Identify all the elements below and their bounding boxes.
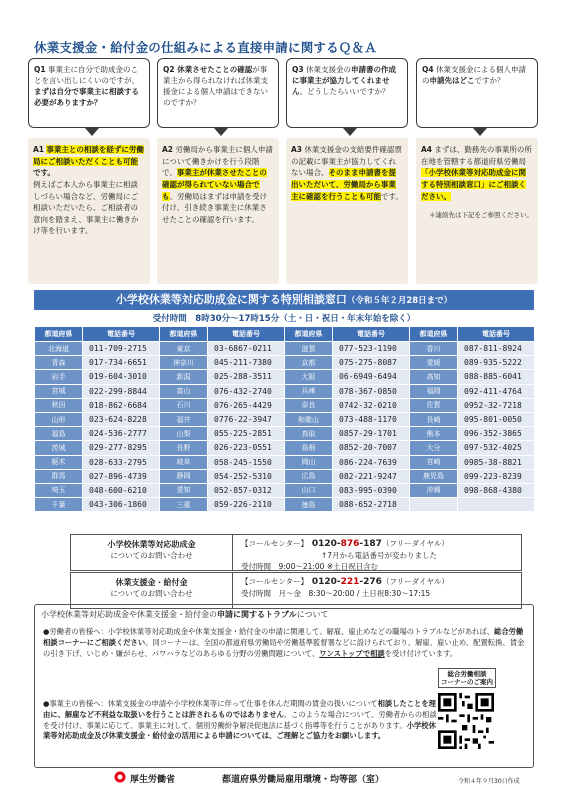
phone-suffix: -187 bbox=[359, 539, 382, 549]
prefecture-cell: 埼玉 bbox=[35, 483, 83, 497]
prefecture-cell: 島根 bbox=[285, 441, 333, 455]
prefecture-cell: 千葉 bbox=[35, 498, 83, 512]
directory-title-band bbox=[34, 290, 534, 310]
table-row bbox=[35, 398, 535, 412]
question-text: 事業主に自分で助成金のことを言い出しにくいのですが、 bbox=[34, 65, 139, 85]
contact-info bbox=[241, 576, 521, 600]
prefecture-cell: 大分 bbox=[410, 441, 458, 455]
prefecture-cell: 三重 bbox=[160, 498, 208, 512]
contact-label bbox=[71, 535, 233, 570]
prefecture-cell: 長崎 bbox=[410, 412, 458, 426]
trouble-heading-pre: 小学校休業等対応助成金や休業支援金・給付金の bbox=[41, 610, 217, 619]
free-dial: （フリーダイヤル） bbox=[381, 539, 449, 548]
prefecture-cell: 鳥取 bbox=[285, 427, 333, 441]
question-text: 休業支援金による個人申請の bbox=[422, 65, 526, 85]
prefecture-cell: 福井 bbox=[160, 412, 208, 426]
phone-cell: 027-896-4739 bbox=[83, 469, 160, 483]
prefecture-cell: 広島 bbox=[285, 469, 333, 483]
phone-cell: 092-411-4764 bbox=[458, 384, 535, 398]
question-id: Q3 bbox=[292, 65, 304, 74]
phone-middle: 876 bbox=[340, 539, 360, 549]
table-row bbox=[35, 342, 535, 356]
phone-cell: 0776-22-3947 bbox=[208, 412, 285, 426]
question-2 bbox=[157, 58, 279, 128]
prefecture-cell: 山口 bbox=[285, 483, 333, 497]
phone-cell: 087-811-8924 bbox=[458, 342, 535, 356]
prefecture-cell: 石川 bbox=[160, 398, 208, 412]
phone-cell: 075-275-8087 bbox=[333, 356, 410, 370]
prefecture-cell: 福島 bbox=[35, 427, 83, 441]
phone-cell: 0852-20-7007 bbox=[333, 441, 410, 455]
prefecture-cell: 青森 bbox=[35, 356, 83, 370]
prefecture-cell: 沖縄 bbox=[410, 483, 458, 497]
phone-cell: 076-265-4429 bbox=[208, 398, 285, 412]
phone-cell: 073-488-1170 bbox=[333, 412, 410, 426]
reception-hours: 受付時間 月～金 8:30～20:00 / 土日祝8:30～17:15 bbox=[241, 589, 431, 599]
column-header-prefecture: 都道府県 bbox=[35, 327, 83, 342]
contact-name: 小学校休業等対応助成金 bbox=[107, 540, 196, 549]
prefecture-cell: 兵庫 bbox=[285, 384, 333, 398]
employer-text: ●事業主の皆様へ：休業支援金の申請や小学校休業等に伴って仕事を休んだ期間の賃金の扱いについて bbox=[43, 699, 378, 708]
directory-hours: 受付時間 8時30分～17時15分（土・日・祝日・年末年始を除く） bbox=[152, 314, 416, 324]
qa-column-3 bbox=[286, 58, 408, 284]
phone-cell: 086-224-7639 bbox=[333, 455, 410, 469]
prefecture-cell: 大阪 bbox=[285, 370, 333, 384]
question-emphasis: 申請書の作成に事業主が協力してくれません bbox=[292, 65, 396, 96]
phone-cell: 077-523-1190 bbox=[333, 342, 410, 356]
answer-id: A1 bbox=[33, 145, 45, 154]
phone-cell: 097-532-4025 bbox=[458, 441, 535, 455]
prefecture-cell: 岐阜 bbox=[160, 455, 208, 469]
prefecture-cell: 岩手 bbox=[35, 370, 83, 384]
column-header-phone: 電話番号 bbox=[83, 327, 160, 342]
column-header-prefecture: 都道府県 bbox=[285, 327, 333, 342]
prefecture-cell: 新潟 bbox=[160, 370, 208, 384]
phone-cell: 022-299-8844 bbox=[83, 384, 160, 398]
answer-text: 労働局から事業主に個人申請について働きかけを行う段階で、 bbox=[162, 145, 273, 178]
phone-cell: 058-245-1550 bbox=[208, 455, 285, 469]
prefecture-cell: 栃木 bbox=[35, 455, 83, 469]
question-1 bbox=[28, 58, 150, 128]
prefecture-cell: 神奈川 bbox=[160, 356, 208, 370]
answer-highlight: そのまま申請書を提出いただいて、労働局から事業主に確認を行うことも可能 bbox=[291, 168, 396, 201]
qa-column-1 bbox=[28, 58, 150, 284]
answer-note: ＊連絡先は下記をご参照ください。 bbox=[429, 211, 533, 220]
employer-paragraph bbox=[43, 699, 437, 742]
worker-paragraph bbox=[43, 627, 529, 659]
prefecture-cell: 静岡 bbox=[160, 469, 208, 483]
table-row bbox=[35, 455, 535, 469]
ministry-name: 厚生労働省 bbox=[130, 775, 176, 785]
prefecture-cell bbox=[410, 498, 458, 512]
phone-cell: 0985-38-8821 bbox=[458, 455, 535, 469]
qa-column-4 bbox=[416, 58, 538, 284]
prefecture-cell: 高知 bbox=[410, 370, 458, 384]
bureau-name: 都道府県労働局雇用環境・均等部（室） bbox=[222, 775, 385, 785]
phone-cell bbox=[458, 498, 535, 512]
phone-cell: 048-600-6210 bbox=[83, 483, 160, 497]
phone-cell: 076-432-2740 bbox=[208, 384, 285, 398]
phone-cell: 099-223-8239 bbox=[458, 469, 535, 483]
prefecture-cell: 福岡 bbox=[410, 384, 458, 398]
creation-date: 令和４年９月30日作成 bbox=[458, 778, 520, 785]
contact-name: 休業支援金・給付金 bbox=[115, 578, 188, 587]
trouble-heading bbox=[41, 609, 329, 620]
phone-cell: 088-652-2718 bbox=[333, 498, 410, 512]
phone-cell: 023-624-8228 bbox=[83, 412, 160, 426]
answer-id: A2 bbox=[162, 145, 174, 154]
phone-cell: 025-288-3511 bbox=[208, 370, 285, 384]
phone-cell: 096-352-3865 bbox=[458, 427, 535, 441]
answer-text: 休業支援金の支給要件確認票の記載に事業主が協力してくれない場合、 bbox=[291, 145, 402, 178]
prefecture-cell: 山梨 bbox=[160, 427, 208, 441]
phone-cell: 0857-29-1701 bbox=[333, 427, 410, 441]
employer-detail: 。このような場合について、労働者からの相談を受け付け、事業に応じて、事業主に対して、個別労働紛争解決促進法に基づく指導等を行うことがあります。 bbox=[43, 709, 437, 730]
phone-cell: 083-995-0390 bbox=[333, 483, 410, 497]
prefecture-cell: 奈良 bbox=[285, 398, 333, 412]
contact-sub: についてのお問い合わせ bbox=[110, 588, 193, 598]
prefecture-cell: 鹿児島 bbox=[410, 469, 458, 483]
contact-label bbox=[71, 573, 233, 608]
contact-info bbox=[241, 538, 521, 573]
column-header-prefecture: 都道府県 bbox=[410, 327, 458, 342]
phone-cell: 029-277-8295 bbox=[83, 441, 160, 455]
prefecture-cell: 茨城 bbox=[35, 441, 83, 455]
phone-prefix: 0120- bbox=[311, 577, 341, 587]
phone-cell: 019-604-3010 bbox=[83, 370, 160, 384]
one-stop-emphasis: ワンストップで相談 bbox=[319, 648, 385, 658]
prefecture-cell: 長野 bbox=[160, 441, 208, 455]
table-row bbox=[35, 498, 535, 512]
question-id: Q2 bbox=[163, 65, 175, 74]
prefecture-cell: 愛知 bbox=[160, 483, 208, 497]
prefecture-cell: 滋賀 bbox=[285, 342, 333, 356]
prefecture-cell: 佐賀 bbox=[410, 398, 458, 412]
question-3 bbox=[286, 58, 408, 128]
phone-cell: 0952-32-7218 bbox=[458, 398, 535, 412]
trouble-heading-bold: 申請に関するトラブル bbox=[217, 610, 297, 619]
directory-title: 小学校休業等対応助成金に関する特別相談窓口 bbox=[115, 293, 347, 306]
prefecture-cell: 愛媛 bbox=[410, 356, 458, 370]
question-text-end: 。どうしたらいいですか？ bbox=[299, 86, 390, 96]
qa-section bbox=[28, 58, 538, 284]
phone-prefix: 0120- bbox=[311, 539, 341, 549]
prefecture-cell: 和歌山 bbox=[285, 412, 333, 426]
phone-cell: 082-221-9247 bbox=[333, 469, 410, 483]
column-header-phone: 電話番号 bbox=[333, 327, 410, 342]
worker-text-end: を受け付けています。 bbox=[384, 648, 458, 658]
phone-cell: 018-862-6684 bbox=[83, 398, 160, 412]
question-id: Q1 bbox=[34, 65, 46, 74]
answer-2 bbox=[157, 138, 279, 284]
prefecture-cell: 宮崎 bbox=[410, 455, 458, 469]
qr-code-icon[interactable] bbox=[438, 693, 494, 749]
number-change-note: ↑7月から電話番号が変わりました bbox=[321, 551, 438, 561]
table-row bbox=[35, 441, 535, 455]
qr-label: 総合労働相談 コーナーのご案内 bbox=[438, 668, 496, 688]
qr-section bbox=[438, 668, 496, 758]
table-row bbox=[35, 370, 535, 384]
employer-closing: 小学校休業等対応助成金及び休業支援金・給付金の活用による申請については、ご理解とご協力をお願いします。 bbox=[43, 720, 436, 741]
question-emphasis: 休業させたことの確認 bbox=[174, 65, 253, 74]
phone-cell: 089-935-5222 bbox=[458, 356, 535, 370]
question-text: が事業主から得られなければ休業支援金による個人申請はできないのですか？ bbox=[163, 65, 268, 107]
question-text: 休業支援金の bbox=[303, 65, 351, 74]
prefecture-cell: 群馬 bbox=[35, 469, 83, 483]
answer-highlight: 事業主との相談を経ずに労働局にご相談いただくことも可能 bbox=[33, 145, 144, 166]
answer-4 bbox=[416, 138, 538, 284]
prefecture-cell: 徳島 bbox=[285, 498, 333, 512]
table-row bbox=[35, 356, 535, 370]
phone-cell: 078-367-0850 bbox=[333, 384, 410, 398]
answer-detail: 例えばご本人から事業主に相談しづらい場合など、労働局にご相談いただいたら、ご相談者の意向を踏まえ、事業主に働きかけ等を行います。 bbox=[33, 179, 139, 236]
reception-hours: 受付時間 9:00～21:00 ※土日祝日含む bbox=[241, 561, 379, 571]
phone-cell: 026-223-0551 bbox=[208, 441, 285, 455]
answer-highlight: 「小学校休業等対応助成金に関する特別相談窓口」にご相談ください。 bbox=[421, 168, 526, 201]
directory-date: （令和５年２月28日まで） bbox=[346, 296, 453, 306]
worker-text: ●労働者の皆様へ：小学校休業等対応助成金や休業支援金・給付金の申請に関連して、解雇、雇止めなどの職場のトラブルなどがあれば、 bbox=[43, 627, 495, 636]
table-row bbox=[35, 427, 535, 441]
answer-1 bbox=[28, 138, 150, 284]
free-dial: （フリーダイヤル） bbox=[381, 577, 449, 586]
employer-emphasis: 相談したことを理由に、解雇など不利益な取扱いを行うことは許されるものではありません bbox=[43, 699, 436, 719]
ministry-logo-icon bbox=[114, 771, 126, 783]
answer-text: まずは、勤務先の事業所の所在地を管轄する都道府県労働局 bbox=[421, 145, 532, 166]
answer-highlight: 事業主が休業させたことの確認が得られていない場合でも bbox=[162, 168, 267, 201]
qa-column-2 bbox=[157, 58, 279, 284]
answer-text: です。 bbox=[33, 168, 55, 178]
prefecture-cell: 富山 bbox=[160, 384, 208, 398]
question-emphasis: まずは自分で事業主に相談する必要がありますか？ bbox=[34, 86, 139, 107]
phone-cell: 098-868-4380 bbox=[458, 483, 535, 497]
prefecture-cell: 香川 bbox=[410, 342, 458, 356]
contact-subsidy bbox=[70, 534, 522, 571]
prefecture-cell: 秋田 bbox=[35, 398, 83, 412]
phone-cell: 045-211-7380 bbox=[208, 356, 285, 370]
phone-cell: 011-709-2715 bbox=[83, 342, 160, 356]
phone-cell: 0742-32-0210 bbox=[333, 398, 410, 412]
prefecture-cell: 山形 bbox=[35, 412, 83, 426]
phone-cell: 059-226-2110 bbox=[208, 498, 285, 512]
question-4 bbox=[416, 58, 538, 128]
contact-directory-table bbox=[34, 326, 535, 512]
table-row bbox=[35, 469, 535, 483]
phone-middle: 221 bbox=[340, 577, 360, 587]
table-row bbox=[35, 384, 535, 398]
phone-cell: 095-801-0050 bbox=[458, 412, 535, 426]
page-title: 休業支援金・給付金の仕組みによる直接申請に関するＱ＆Ａ bbox=[34, 40, 377, 55]
table-row bbox=[35, 483, 535, 497]
table-body bbox=[35, 342, 535, 512]
worker-emphasis: 総合労働相談コーナーにご相談ください bbox=[43, 627, 524, 647]
phone-suffix: -276 bbox=[359, 577, 382, 587]
question-emphasis: 申請先はどこ bbox=[429, 75, 475, 85]
worker-detail: 。同コーナーは、全国の都道府県労働局や労働基準監督署などに設けられており、解雇、雇い止め、配置転換、賃金の引き下げ、いじめ・嫌がらせ、パワハラなどのあらゆる分野の労働問題について、 bbox=[43, 637, 525, 658]
prefecture-cell: 岡山 bbox=[285, 455, 333, 469]
table-row bbox=[35, 412, 535, 426]
phone-cell: 043-306-1860 bbox=[83, 498, 160, 512]
answer-id: A4 bbox=[421, 145, 433, 154]
phone-cell: 024-536-2777 bbox=[83, 427, 160, 441]
column-header-phone: 電話番号 bbox=[208, 327, 285, 342]
prefecture-cell: 京都 bbox=[285, 356, 333, 370]
phone-cell: 017-734-6651 bbox=[83, 356, 160, 370]
call-center-label: 【コールセンター】 bbox=[241, 539, 305, 548]
phone-cell: 052-857-0312 bbox=[208, 483, 285, 497]
column-header-prefecture: 都道府県 bbox=[160, 327, 208, 342]
phone-cell: 03-6867-0211 bbox=[208, 342, 285, 356]
phone-cell: 054-252-5310 bbox=[208, 469, 285, 483]
answer-id: A3 bbox=[291, 145, 303, 154]
table-header-row bbox=[35, 327, 535, 342]
phone-cell: 028-633-2795 bbox=[83, 455, 160, 469]
answer-3 bbox=[286, 138, 408, 284]
column-header-phone: 電話番号 bbox=[458, 327, 535, 342]
prefecture-cell: 宮城 bbox=[35, 384, 83, 398]
phone-cell: 06-6949-6494 bbox=[333, 370, 410, 384]
call-center-label: 【コールセンター】 bbox=[241, 577, 305, 586]
prefecture-cell: 東京 bbox=[160, 342, 208, 356]
phone-cell: 055-225-2851 bbox=[208, 427, 285, 441]
trouble-heading-post: について bbox=[296, 610, 329, 619]
answer-detail: 、労働局はまずは申請を受け付け、引き続き事業主に休業させたことの確認を行います。 bbox=[162, 191, 267, 224]
contact-sub: についてのお問い合わせ bbox=[110, 550, 193, 560]
phone-cell: 088-885-6041 bbox=[458, 370, 535, 384]
prefecture-cell: 熊本 bbox=[410, 427, 458, 441]
answer-detail: です。 bbox=[381, 191, 403, 201]
prefecture-cell: 北海道 bbox=[35, 342, 83, 356]
question-id: Q4 bbox=[422, 65, 434, 74]
question-text-end: ですか？ bbox=[474, 75, 505, 85]
